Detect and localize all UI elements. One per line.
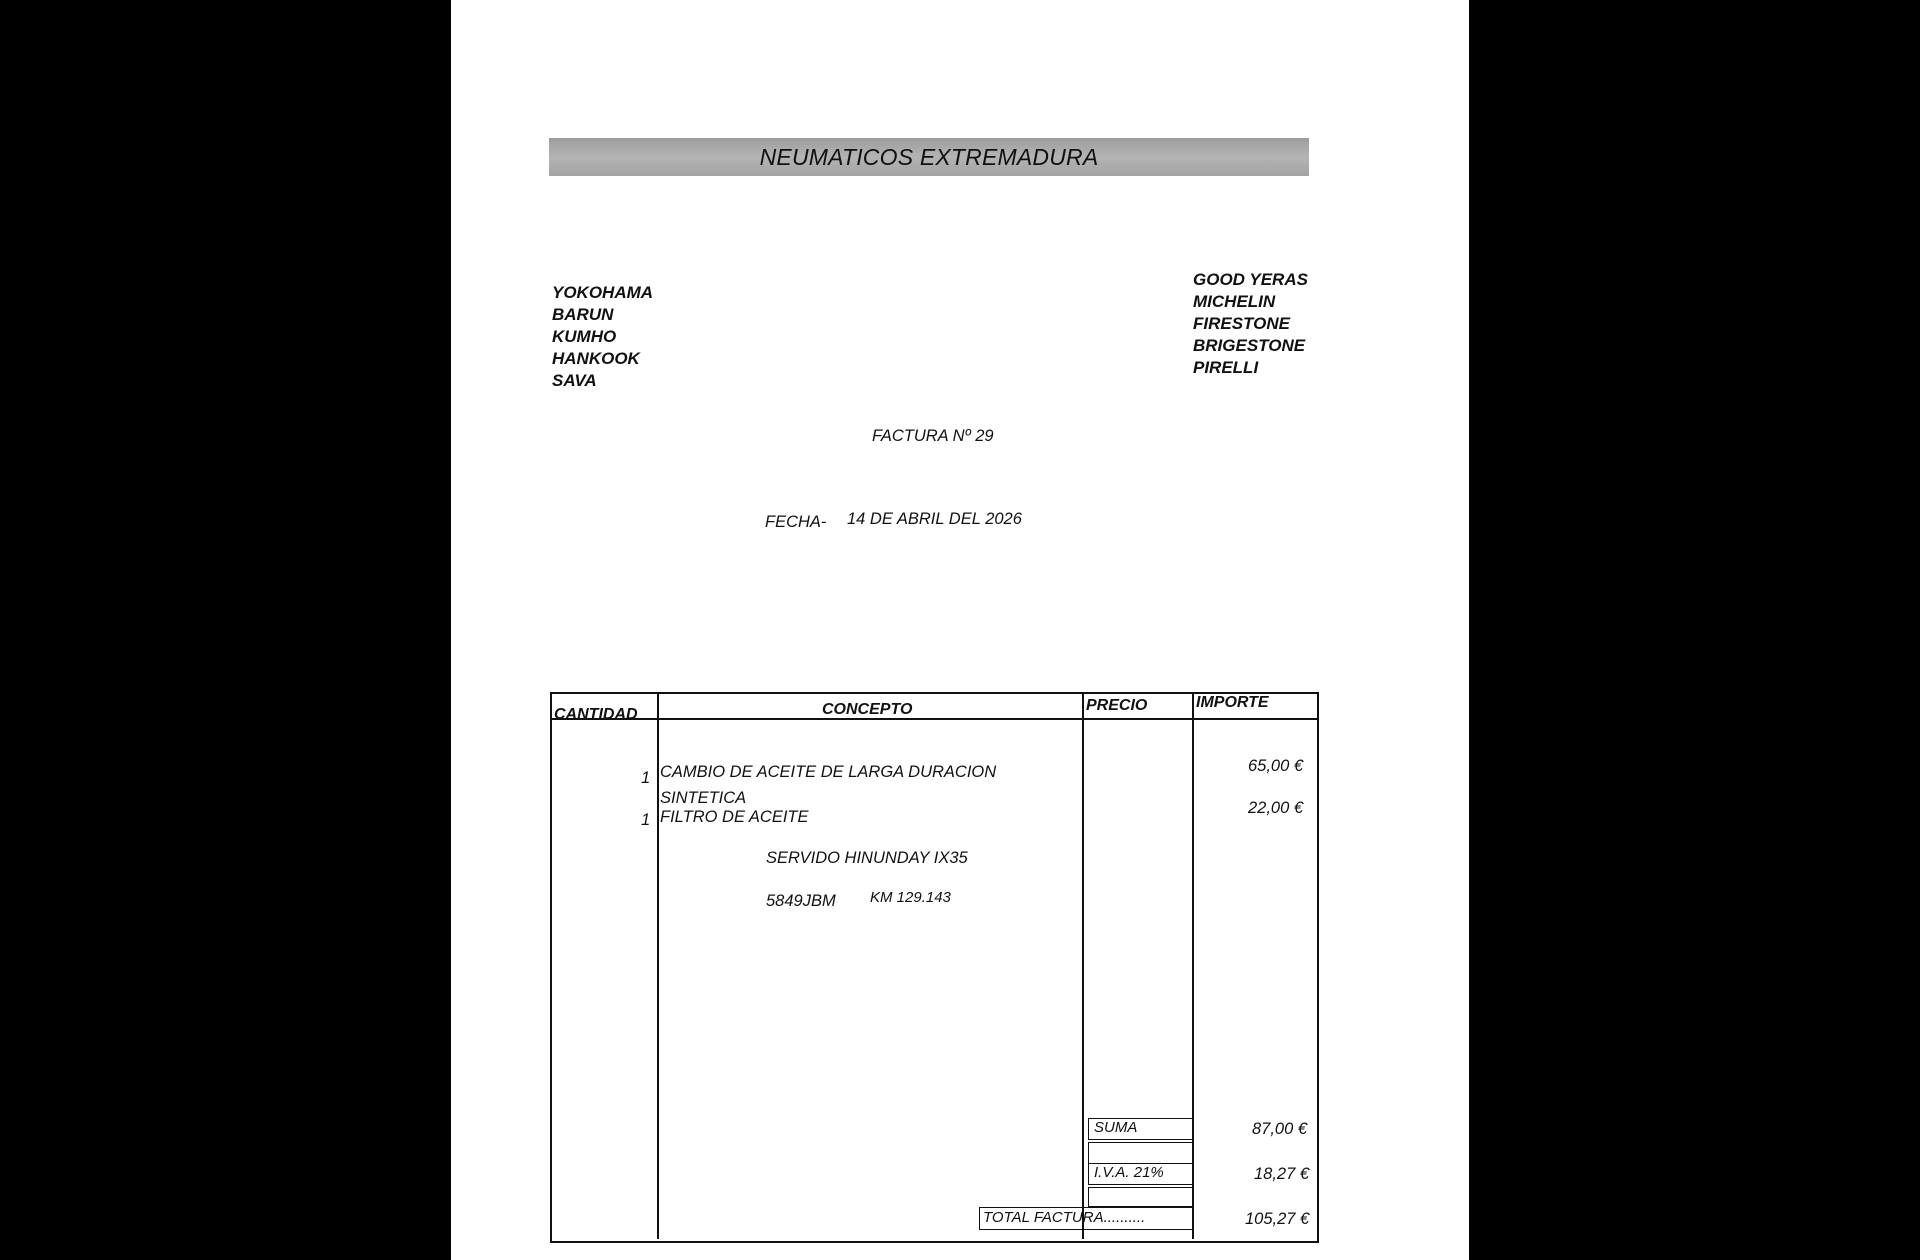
brands-left-list — [552, 282, 653, 392]
company-name: NEUMATICOS EXTREMADURA — [759, 143, 1099, 170]
header-concepto: CONCEPTO — [822, 701, 913, 718]
total-value: 105,27 € — [1245, 1210, 1310, 1228]
brand-item: KUMHO — [552, 327, 617, 346]
date-value: 14 DE ABRIL DEL 2026 — [847, 510, 1022, 528]
row-1-cantidad: 1 — [641, 769, 651, 787]
row-2-importe: 22,00 € — [1248, 799, 1304, 817]
brand-item: GOOD YERAS — [1193, 270, 1308, 289]
header-cantidad: CANTIDAD — [554, 706, 638, 723]
suma-label: SUMA — [1094, 1119, 1138, 1136]
brand-item: YOKOHAMA — [552, 283, 654, 302]
vehicle-km: KM 129.143 — [870, 889, 951, 906]
brand-item: PIRELLI — [1193, 358, 1259, 377]
company-banner — [549, 138, 1309, 176]
invoice-number: FACTURA Nº 29 — [872, 427, 994, 445]
brand-item: MICHELIN — [1193, 292, 1276, 311]
header-importe: IMPORTE — [1196, 694, 1269, 711]
row-1-importe: 65,00 € — [1248, 757, 1304, 775]
total-label: TOTAL FACTURA.......... — [983, 1209, 1146, 1226]
brands-right-list — [1193, 269, 1308, 379]
header-precio: PRECIO — [1086, 697, 1148, 714]
row-1-concepto: CAMBIO DE ACEITE DE LARGA DURACION — [660, 763, 997, 781]
suma-value: 87,00 € — [1252, 1120, 1308, 1138]
brand-item: BARUN — [552, 305, 614, 324]
brand-item: FIRESTONE — [1193, 314, 1290, 333]
row-1-concepto-line2: SINTETICA — [660, 789, 747, 807]
vehicle-plate: 5849JBM — [766, 892, 836, 910]
brand-item: HANKOOK — [552, 349, 640, 368]
date-label: FECHA- — [765, 513, 827, 531]
brand-item: SAVA — [552, 371, 597, 390]
iva-label: I.V.A. 21% — [1094, 1164, 1164, 1181]
column-divider — [1082, 692, 1084, 1239]
table-header-divider — [550, 718, 1317, 720]
service-note: SERVIDO HINUNDAY IX35 — [766, 849, 968, 867]
row-2-concepto: FILTRO DE ACEITE — [660, 808, 809, 826]
row-2-cantidad: 1 — [641, 811, 651, 829]
spacer-box — [1088, 1142, 1194, 1164]
brand-item: BRIGESTONE — [1193, 336, 1306, 355]
column-divider — [657, 692, 659, 1239]
iva-value: 18,27 € — [1254, 1165, 1310, 1183]
spacer-box — [1088, 1187, 1194, 1207]
